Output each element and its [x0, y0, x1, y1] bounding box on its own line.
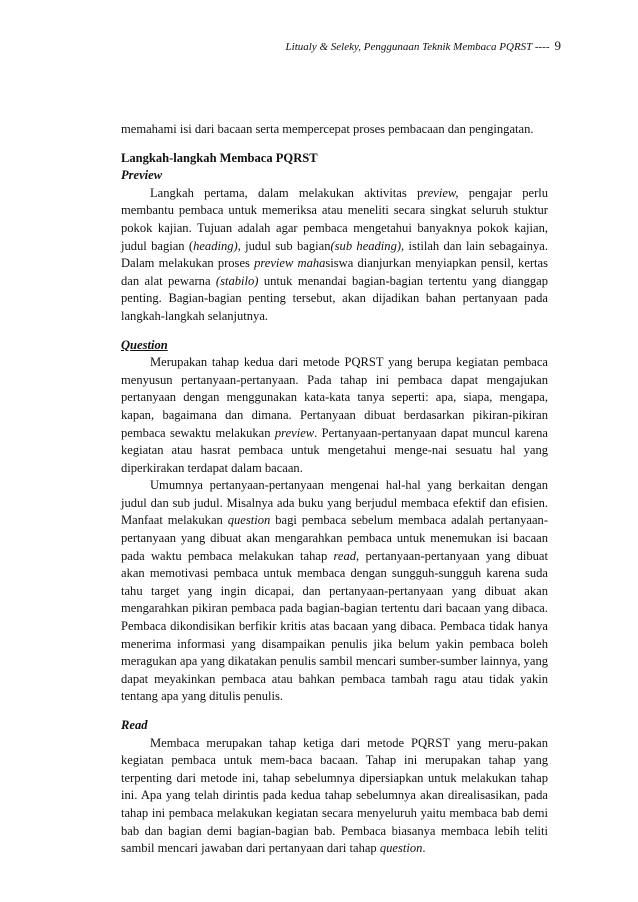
intro-paragraph: memahami isi dari bacaan serta mempercepat proses pembacaan dan pengingatan.	[121, 122, 534, 136]
question-paragraph-2: Umumnya pertanyaan-pertanyaan mengenai hal-hal yang berkaitan dengan judul dan sub judul. Misalnya ada buku yang berjudul membaca efektif dan efisien. Manfaat melakukan question bagi pembaca sebelum membaca adalah pertanyaan-pertanyaan yang dibuat akan mengarahkan pembaca untuk menemukan isi bacaan pada waktu pembaca melakukan tahap read, pertanyaan-pertanyaan yang dibuat akan memotivasi pembaca untuk membaca dengan sungguh-sungguh karena suda tahu target yang ingin dicapai, dan pertanyaan-pertanyaan yang dibuat akan mengarahkan pikiran pembaca pada bagian-bagian tertentu dari bacaan yang dibaca. Pembaca dikondisikan berfikir kritis atas bacaan yang dibaca. Pembaca tidak hanya menerima informasi yang disampaikan penulis jika belum yakin pembaca boleh meragukan apa yang dikatakan penulis sambil mencari sumber-sumber lainnya, yang dapat meyakinkan pembaca atau bahkan pembaca tambah ragu atau tidak yakin tentang apa yang ditulis penulis.	[121, 478, 548, 704]
read-paragraph: Membaca merupakan tahap ketiga dari metode PQRST yang meru-pakan kegiatan pembaca untuk mem-baca bacaan. Tahap ini merupakan tahap yang terpenting dari metode ini, tahap sebelumnya dipersiapkan untuk melakukan tahap ini. Apa yang telah dirintis pada kedua tahap sebelumnya akan direalisasikan, pada tahap ini pembaca melakukan kegiatan secara menyeluruh yaitu membaca bab demi bab dan bagian demi bagian-bagian bab. Pembaca biasanya membaca lebih teliti sambil mencari jawaban dari pertanyaan dari tahap question.	[121, 735, 548, 856]
page-number: 9	[554, 38, 561, 53]
preview-heading: Preview	[121, 168, 163, 183]
read-heading: Read	[121, 718, 148, 732]
page-body	[121, 121, 548, 858]
preview-paragraph: Langkah pertama, dalam melakukan aktivitas preview, pengajar perlu membantu pembaca untuk memeriksa atau meneliti secara singkat seluruh stuktur pokok kajian. Tujuan adalah agar pembaca mengetahui banyaknya pokok kajian, judul bagian (heading), judul sub bagian(sub heading), istilah dan lain sebagainya. Dalam melakukan proses preview mahasiswa dianjurkan menyiapkan pensil, kertas dan alat pewarna (stabilo) untuk menandai bagian-bagian tertentu yang dianggap penting. Bagian-bagian penting tersebut, akan dijadikan bahan pertanyaan pada langkah-langkah selanjutnya.	[121, 185, 549, 323]
question-heading: Question	[121, 337, 168, 352]
section-heading: Langkah-langkah Membaca PQRST	[121, 150, 318, 165]
running-header	[286, 38, 561, 54]
running-title: Litualy & Seleky, Penggunaan Teknik Membaca PQRST ----	[285, 41, 550, 53]
question-paragraph-1: Merupakan tahap kedua dari metode PQRST yang berupa kegiatan pembaca menyusun pertanyaan-pertanyaan. Pada tahap ini pembaca dapat mengajukan pertanyaan dengan menggunakan kata-kata tanya seperti: apa, siapa, mengapa, kapan, bagaimana dan dimana. Pertanyaan dibuat berdasarkan pikiran-pikiran pembaca sewaktu melakukan preview. Pertanyaan-pertanyaan dapat muncul karena kegiatan atau hasrat pembaca untuk mengetahui menge-nai sesuatu hal yang diperkirakan terdapat dalam bacaan.	[121, 355, 548, 475]
